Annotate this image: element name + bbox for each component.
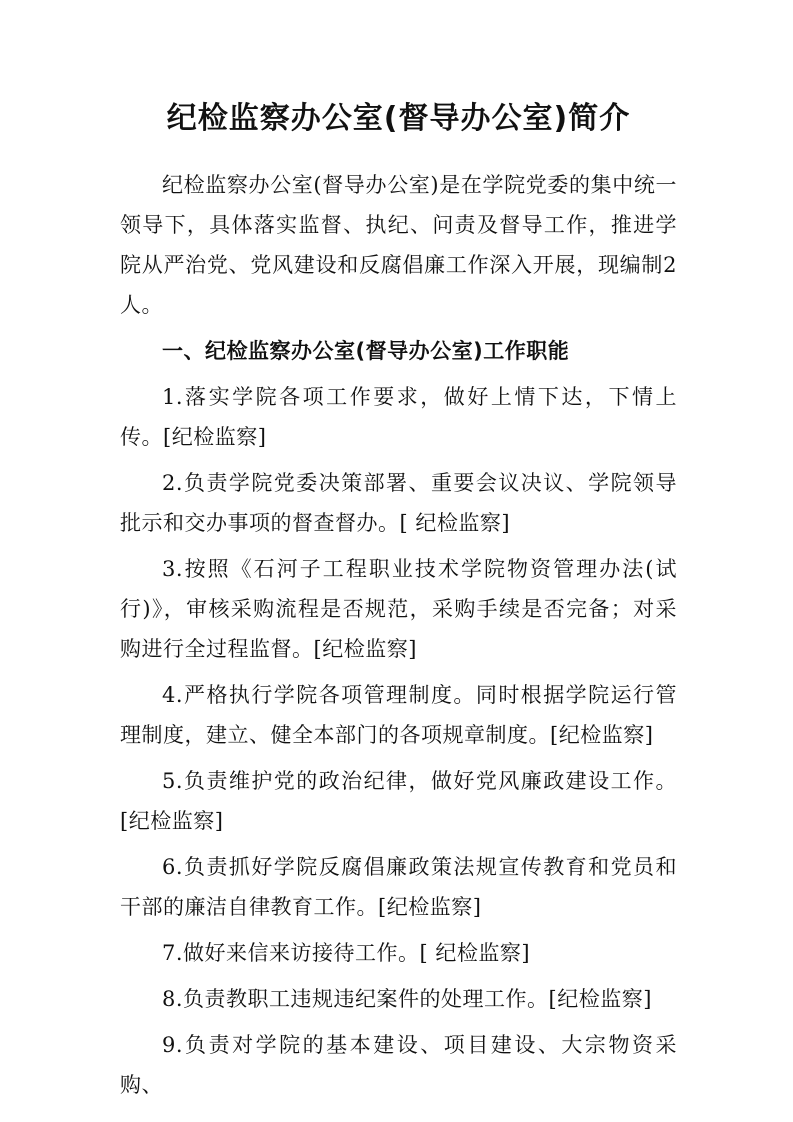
- duty-item-3: 3.按照《石河子工程职业技术学院物资管理办法(试行)》，审核采购流程是否规范，采购手续是否完备；对采购进行全过程监督。[纪检监察]: [120, 557, 677, 661]
- duty-item-6: 6.负责抓好学院反腐倡廉政策法规宣传教育和党员和干部的廉洁自律教育工作。[纪检监察]: [120, 855, 677, 919]
- document-title: 纪检监察办公室(督导办公室)简介: [166, 101, 631, 136]
- duty-item-2: 2.负责学院党委决策部署、重要会议决议、学院领导批示和交办事项的督查督办。[ 纪检监察]: [120, 471, 677, 535]
- duty-item-5: 5.负责维护党的政治纪律，做好党风廉政建设工作。[纪检监察]: [120, 769, 677, 833]
- duty-item-8: 8.负责教职工违规违纪案件的处理工作。[纪检监察]: [162, 987, 652, 1011]
- intro-paragraph: 纪检监察办公室(督导办公室)是在学院党委的集中统一领导下，具体落实监督、执纪、问责及督导工作，推进学院从严治党、党风建设和反腐倡廉工作深入开展，现编制2人。: [120, 173, 677, 317]
- duty-item-1: 1.落实学院各项工作要求，做好上情下达，下情上传。[纪检监察]: [120, 385, 677, 449]
- duty-item-4: 4.严格执行学院各项管理制度。同时根据学院运行管理制度，建立、健全本部门的各项规章制度。[纪检监察]: [120, 683, 677, 747]
- duty-item-9: 9.负责对学院的基本建设、项目建设、大宗物资采购、: [120, 1033, 677, 1097]
- section-heading: 一、纪检监察办公室(督导办公室)工作职能: [162, 339, 570, 363]
- duty-item-7: 7.做好来信来访接待工作。[ 纪检监察]: [162, 941, 531, 965]
